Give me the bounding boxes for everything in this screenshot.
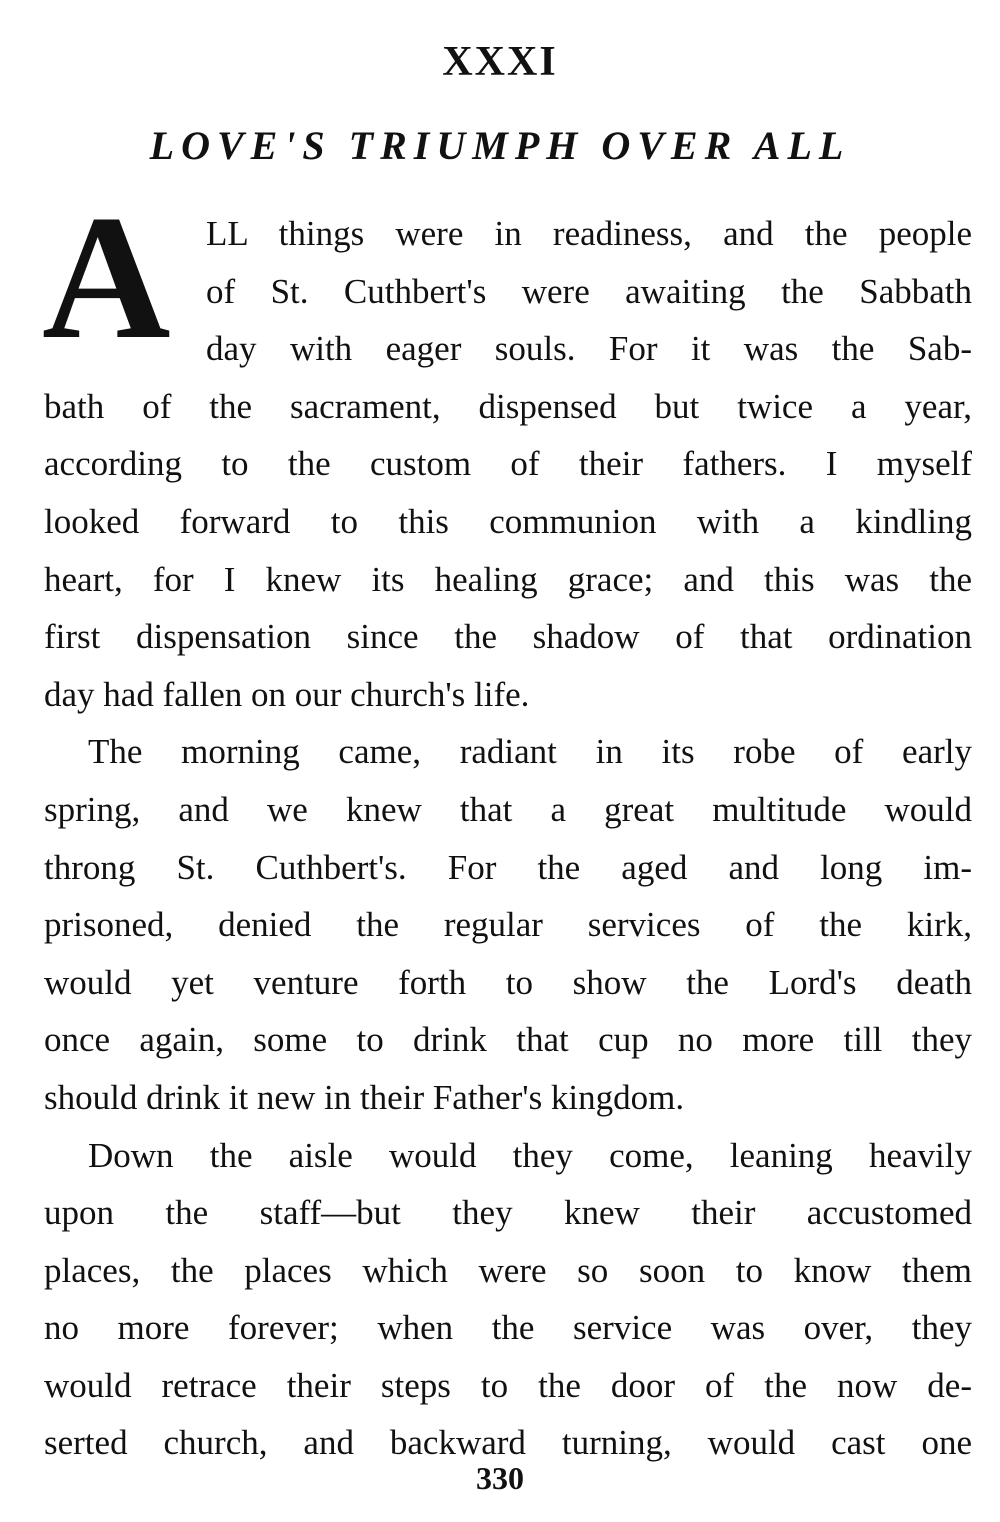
text-line: once again, some to drink that cup no more till they bbox=[44, 1020, 972, 1060]
text-line: throng St. Cuthbert's. For the aged and long im- bbox=[44, 847, 972, 887]
chapter-number: XXXI bbox=[442, 39, 558, 85]
text-line: would yet venture forth to show the Lord's death bbox=[44, 962, 972, 1002]
text-line: spring, and we knew that a great multitude would bbox=[44, 789, 972, 829]
text-line: first dispensation since the shadow of that ordination bbox=[44, 617, 972, 657]
text-line: of St. Cuthbert's were awaiting the Sabbath bbox=[206, 271, 972, 311]
text-line: day had fallen on our church's life. bbox=[44, 674, 530, 714]
text-line: according to the custom of their fathers. I myself bbox=[44, 444, 972, 484]
text-line: places, the places which were so soon to know them bbox=[44, 1250, 972, 1290]
text-line: would retrace their steps to the door of the now de- bbox=[44, 1365, 972, 1405]
text-line: day with eager souls. For it was the Sab- bbox=[206, 329, 972, 369]
text-line: upon the staff—but they knew their accustomed bbox=[44, 1193, 972, 1233]
drop-cap: A bbox=[42, 178, 171, 376]
text-line: no more forever; when the service was over, they bbox=[44, 1308, 972, 1348]
body-text bbox=[44, 205, 972, 1472]
text-line: The morning came, radiant in its robe of early bbox=[88, 732, 972, 772]
chapter-title: LOVE'S TRIUMPH OVER ALL bbox=[149, 123, 851, 168]
text-line: bath of the sacrament, dispensed but twice a year, bbox=[44, 386, 972, 426]
text-line: looked forward to this communion with a kindling bbox=[44, 501, 972, 541]
text-line: Down the aisle would they come, leaning heavily bbox=[88, 1135, 972, 1175]
text-line: heart, for I knew its healing grace; and this was the bbox=[44, 559, 972, 599]
text-line: serted church, and backward turning, would cast one bbox=[44, 1423, 972, 1463]
text-line: prisoned, denied the regular services of the kirk, bbox=[44, 905, 972, 945]
page-number: 330 bbox=[476, 1460, 524, 1496]
text-line: LL things were in readiness, and the people bbox=[206, 214, 972, 253]
text-line: should drink it new in their Father's kingdom. bbox=[44, 1077, 685, 1117]
